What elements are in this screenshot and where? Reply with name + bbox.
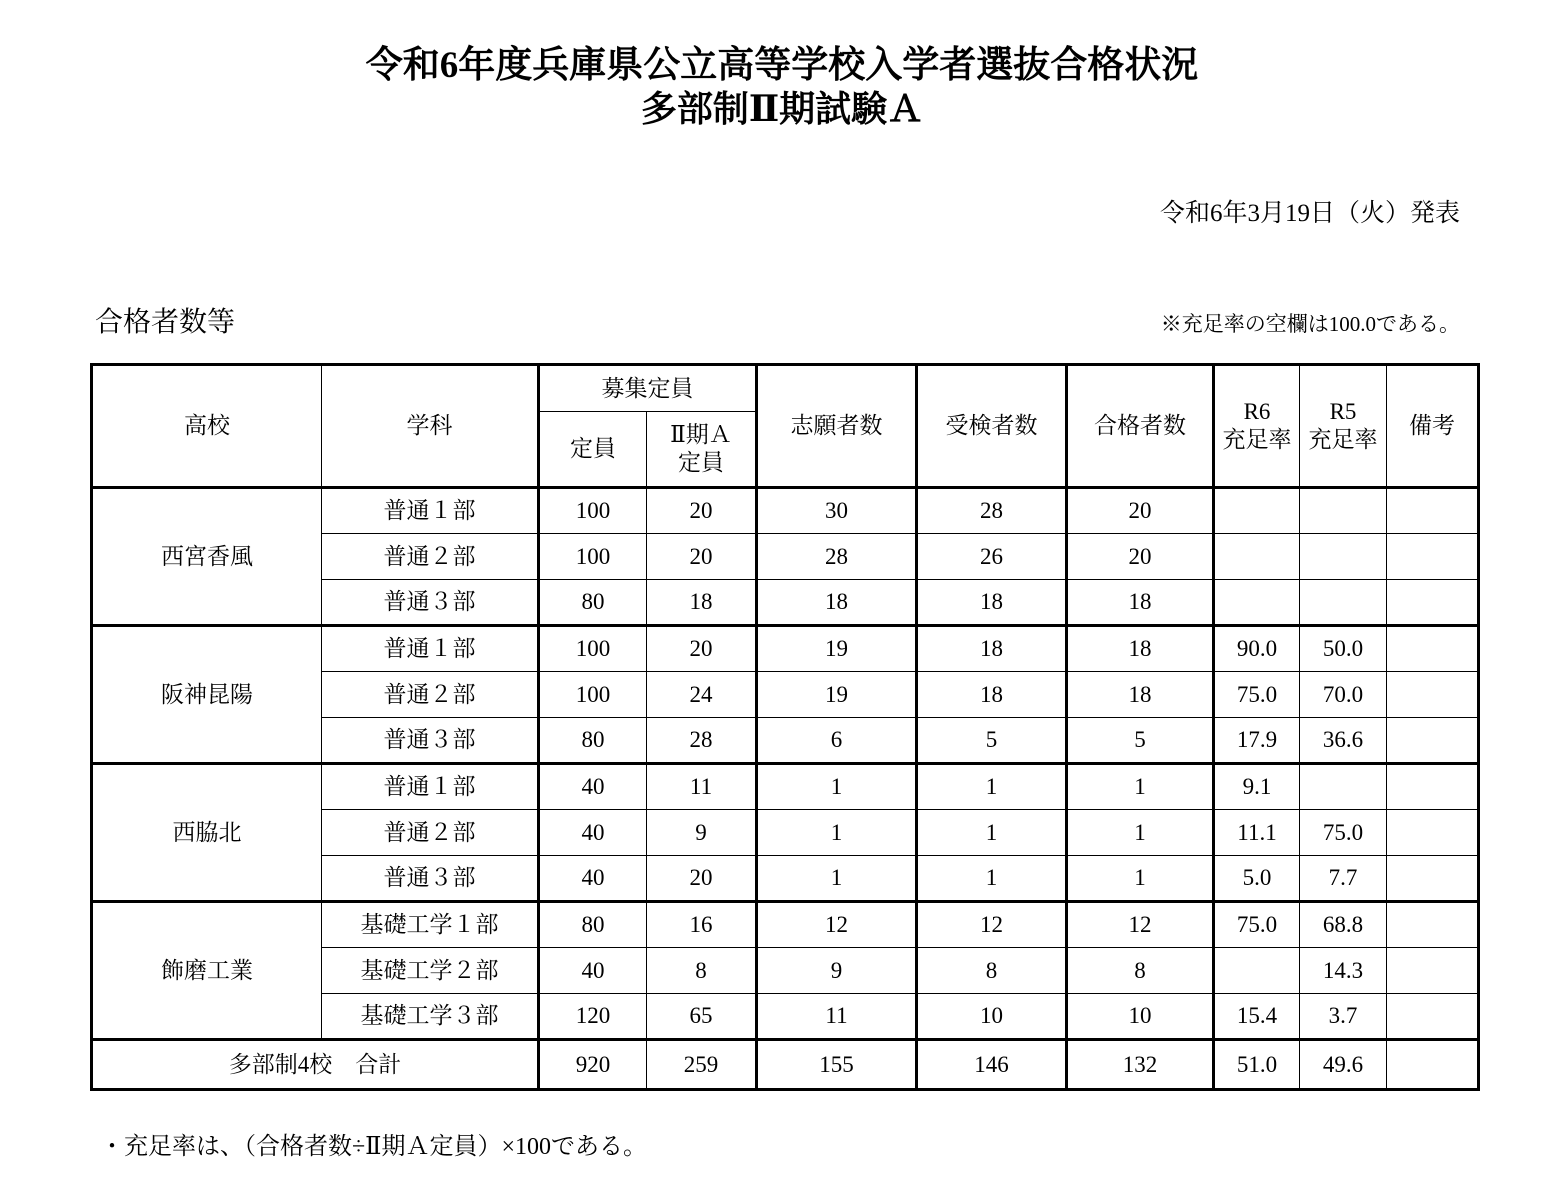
col-header-accepted: 合格者数 — [1067, 365, 1214, 488]
remarks-cell — [1387, 672, 1479, 718]
remarks-cell — [1387, 580, 1479, 626]
capacity-cell: 80 — [539, 580, 647, 626]
r5-rate-cell: 7.7 — [1300, 856, 1387, 902]
r6-rate-cell — [1214, 488, 1300, 534]
examinees-cell: 1 — [917, 810, 1067, 856]
r5-rate-cell: 14.3 — [1300, 948, 1387, 994]
capacity-cell: 100 — [539, 534, 647, 580]
title-line2: 多部制Ⅱ期試験Ａ — [640, 89, 924, 130]
r6-rate-cell — [1214, 534, 1300, 580]
col-header-recruit-capacity: 募集定員 — [539, 365, 757, 412]
header-row-1 — [92, 365, 1479, 412]
table-row — [92, 488, 1479, 534]
results-table — [90, 363, 1480, 1091]
r5-rate-label: 充足率 — [1308, 427, 1378, 452]
total-examinees-cell: 146 — [917, 1040, 1067, 1090]
total-remarks-cell — [1387, 1040, 1479, 1090]
total-accepted-cell: 132 — [1067, 1040, 1214, 1090]
r5-rate-cell: 75.0 — [1300, 810, 1387, 856]
department-cell: 普通１部 — [322, 626, 539, 672]
col-header-remarks: 備考 — [1387, 365, 1479, 488]
p2a-capacity-cell: 28 — [647, 718, 757, 764]
r6-rate-cell: 90.0 — [1214, 626, 1300, 672]
r6-rate-cell: 9.1 — [1214, 764, 1300, 810]
col-header-school: 高校 — [92, 365, 322, 488]
applicants-cell: 1 — [757, 810, 917, 856]
department-cell: 基礎工学１部 — [322, 902, 539, 948]
remarks-cell — [1387, 718, 1479, 764]
capacity-cell: 100 — [539, 488, 647, 534]
p2a-capacity-cell: 18 — [647, 580, 757, 626]
p2a-label-line1: Ⅱ期Ａ — [670, 422, 732, 448]
remarks-cell — [1387, 810, 1479, 856]
p2a-capacity-cell: 16 — [647, 902, 757, 948]
capacity-cell: 100 — [539, 672, 647, 718]
remarks-cell — [1387, 626, 1479, 672]
capacity-cell: 40 — [539, 948, 647, 994]
examinees-cell: 5 — [917, 718, 1067, 764]
applicants-cell: 19 — [757, 626, 917, 672]
remarks-cell — [1387, 534, 1479, 580]
remarks-cell — [1387, 994, 1479, 1040]
p2a-capacity-cell: 24 — [647, 672, 757, 718]
r6-rate-cell: 75.0 — [1214, 902, 1300, 948]
applicants-cell: 28 — [757, 534, 917, 580]
applicants-cell: 6 — [757, 718, 917, 764]
accepted-cell: 18 — [1067, 580, 1214, 626]
accepted-cell: 10 — [1067, 994, 1214, 1040]
total-capacity-cell: 920 — [539, 1040, 647, 1090]
accepted-cell: 1 — [1067, 856, 1214, 902]
r5-rate-cell — [1300, 534, 1387, 580]
col-header-p2a-capacity — [647, 412, 757, 488]
p2a-label-line2: 定員 — [678, 450, 724, 475]
accepted-cell: 1 — [1067, 764, 1214, 810]
rate-formula-footnote: ・充足率は、（合格者数÷Ⅱ期Ａ定員）×100である。 — [100, 1134, 648, 1160]
examinees-cell: 10 — [917, 994, 1067, 1040]
table-row — [92, 764, 1479, 810]
remarks-cell — [1387, 488, 1479, 534]
school-name-cell: 西宮香風 — [92, 488, 322, 626]
examinees-cell: 18 — [917, 626, 1067, 672]
p2a-capacity-cell: 20 — [647, 534, 757, 580]
r5-rate-cell: 70.0 — [1300, 672, 1387, 718]
capacity-cell: 40 — [539, 810, 647, 856]
examinees-cell: 18 — [917, 672, 1067, 718]
p2a-capacity-cell: 65 — [647, 994, 757, 1040]
r6-label: R6 — [1243, 399, 1271, 425]
department-cell: 普通１部 — [322, 488, 539, 534]
total-p2a-capacity-cell: 259 — [647, 1040, 757, 1090]
examinees-cell: 18 — [917, 580, 1067, 626]
applicants-cell: 9 — [757, 948, 917, 994]
r5-label: R5 — [1329, 399, 1357, 425]
department-cell: 基礎工学２部 — [322, 948, 539, 994]
total-applicants-cell: 155 — [757, 1040, 917, 1090]
capacity-cell: 80 — [539, 718, 647, 764]
p2a-capacity-cell: 20 — [647, 626, 757, 672]
p2a-capacity-cell: 8 — [647, 948, 757, 994]
p2a-capacity-cell: 11 — [647, 764, 757, 810]
total-r5-rate-cell: 49.6 — [1300, 1040, 1387, 1090]
col-header-r6-rate — [1214, 365, 1300, 488]
capacity-cell: 80 — [539, 902, 647, 948]
department-cell: 普通１部 — [322, 764, 539, 810]
document-title — [0, 44, 1564, 132]
applicants-cell: 12 — [757, 902, 917, 948]
department-cell: 普通２部 — [322, 534, 539, 580]
applicants-cell: 1 — [757, 856, 917, 902]
total-row — [92, 1040, 1479, 1090]
table-row — [92, 626, 1479, 672]
accepted-cell: 12 — [1067, 902, 1214, 948]
col-header-applicants: 志願者数 — [757, 365, 917, 488]
table-row — [92, 902, 1479, 948]
accepted-cell: 5 — [1067, 718, 1214, 764]
r5-rate-cell: 36.6 — [1300, 718, 1387, 764]
accepted-cell: 1 — [1067, 810, 1214, 856]
title-line1: 令和6年度兵庫県公立高等学校入学者選抜合格状況 — [365, 45, 1199, 86]
r6-rate-cell: 75.0 — [1214, 672, 1300, 718]
col-header-capacity: 定員 — [539, 412, 647, 488]
capacity-cell: 100 — [539, 626, 647, 672]
remarks-cell — [1387, 948, 1479, 994]
blank-rate-note: ※充足率の空欄は100.0である。 — [1160, 312, 1460, 336]
r6-rate-cell: 5.0 — [1214, 856, 1300, 902]
remarks-cell — [1387, 764, 1479, 810]
applicants-cell: 18 — [757, 580, 917, 626]
accepted-cell: 18 — [1067, 672, 1214, 718]
department-cell: 普通２部 — [322, 672, 539, 718]
r6-rate-cell — [1214, 948, 1300, 994]
col-header-department: 学科 — [322, 365, 539, 488]
announcement-date: 令和6年3月19日（火）発表 — [1159, 200, 1460, 227]
r6-rate-cell: 15.4 — [1214, 994, 1300, 1040]
applicants-cell: 1 — [757, 764, 917, 810]
department-cell: 普通３部 — [322, 856, 539, 902]
r5-rate-cell: 50.0 — [1300, 626, 1387, 672]
department-cell: 普通３部 — [322, 718, 539, 764]
r6-rate-cell: 17.9 — [1214, 718, 1300, 764]
examinees-cell: 1 — [917, 856, 1067, 902]
accepted-cell: 20 — [1067, 534, 1214, 580]
total-r6-rate-cell: 51.0 — [1214, 1040, 1300, 1090]
school-name-cell: 飾磨工業 — [92, 902, 322, 1040]
r5-rate-cell: 3.7 — [1300, 994, 1387, 1040]
r5-rate-cell — [1300, 580, 1387, 626]
col-header-r5-rate — [1300, 365, 1387, 488]
accepted-cell: 18 — [1067, 626, 1214, 672]
capacity-cell: 120 — [539, 994, 647, 1040]
applicants-cell: 19 — [757, 672, 917, 718]
accepted-cell: 8 — [1067, 948, 1214, 994]
applicants-cell: 11 — [757, 994, 917, 1040]
r6-rate-cell: 11.1 — [1214, 810, 1300, 856]
remarks-cell — [1387, 902, 1479, 948]
school-name-cell: 阪神昆陽 — [92, 626, 322, 764]
examinees-cell: 12 — [917, 902, 1067, 948]
r5-rate-cell: 68.8 — [1300, 902, 1387, 948]
department-cell: 基礎工学３部 — [322, 994, 539, 1040]
capacity-cell: 40 — [539, 856, 647, 902]
p2a-capacity-cell: 20 — [647, 856, 757, 902]
department-cell: 普通３部 — [322, 580, 539, 626]
total-label-cell: 多部制4校 合計 — [92, 1040, 539, 1090]
r6-rate-cell — [1214, 580, 1300, 626]
remarks-cell — [1387, 856, 1479, 902]
capacity-cell: 40 — [539, 764, 647, 810]
school-name-cell: 西脇北 — [92, 764, 322, 902]
examinees-cell: 1 — [917, 764, 1067, 810]
examinees-cell: 28 — [917, 488, 1067, 534]
examinees-cell: 26 — [917, 534, 1067, 580]
r6-rate-label: 充足率 — [1222, 427, 1292, 452]
department-cell: 普通２部 — [322, 810, 539, 856]
p2a-capacity-cell: 9 — [647, 810, 757, 856]
examinees-cell: 8 — [917, 948, 1067, 994]
p2a-capacity-cell: 20 — [647, 488, 757, 534]
r5-rate-cell — [1300, 764, 1387, 810]
col-header-examinees: 受検者数 — [917, 365, 1067, 488]
accepted-cell: 20 — [1067, 488, 1214, 534]
section-label: 合格者数等 — [95, 307, 236, 338]
r5-rate-cell — [1300, 488, 1387, 534]
applicants-cell: 30 — [757, 488, 917, 534]
